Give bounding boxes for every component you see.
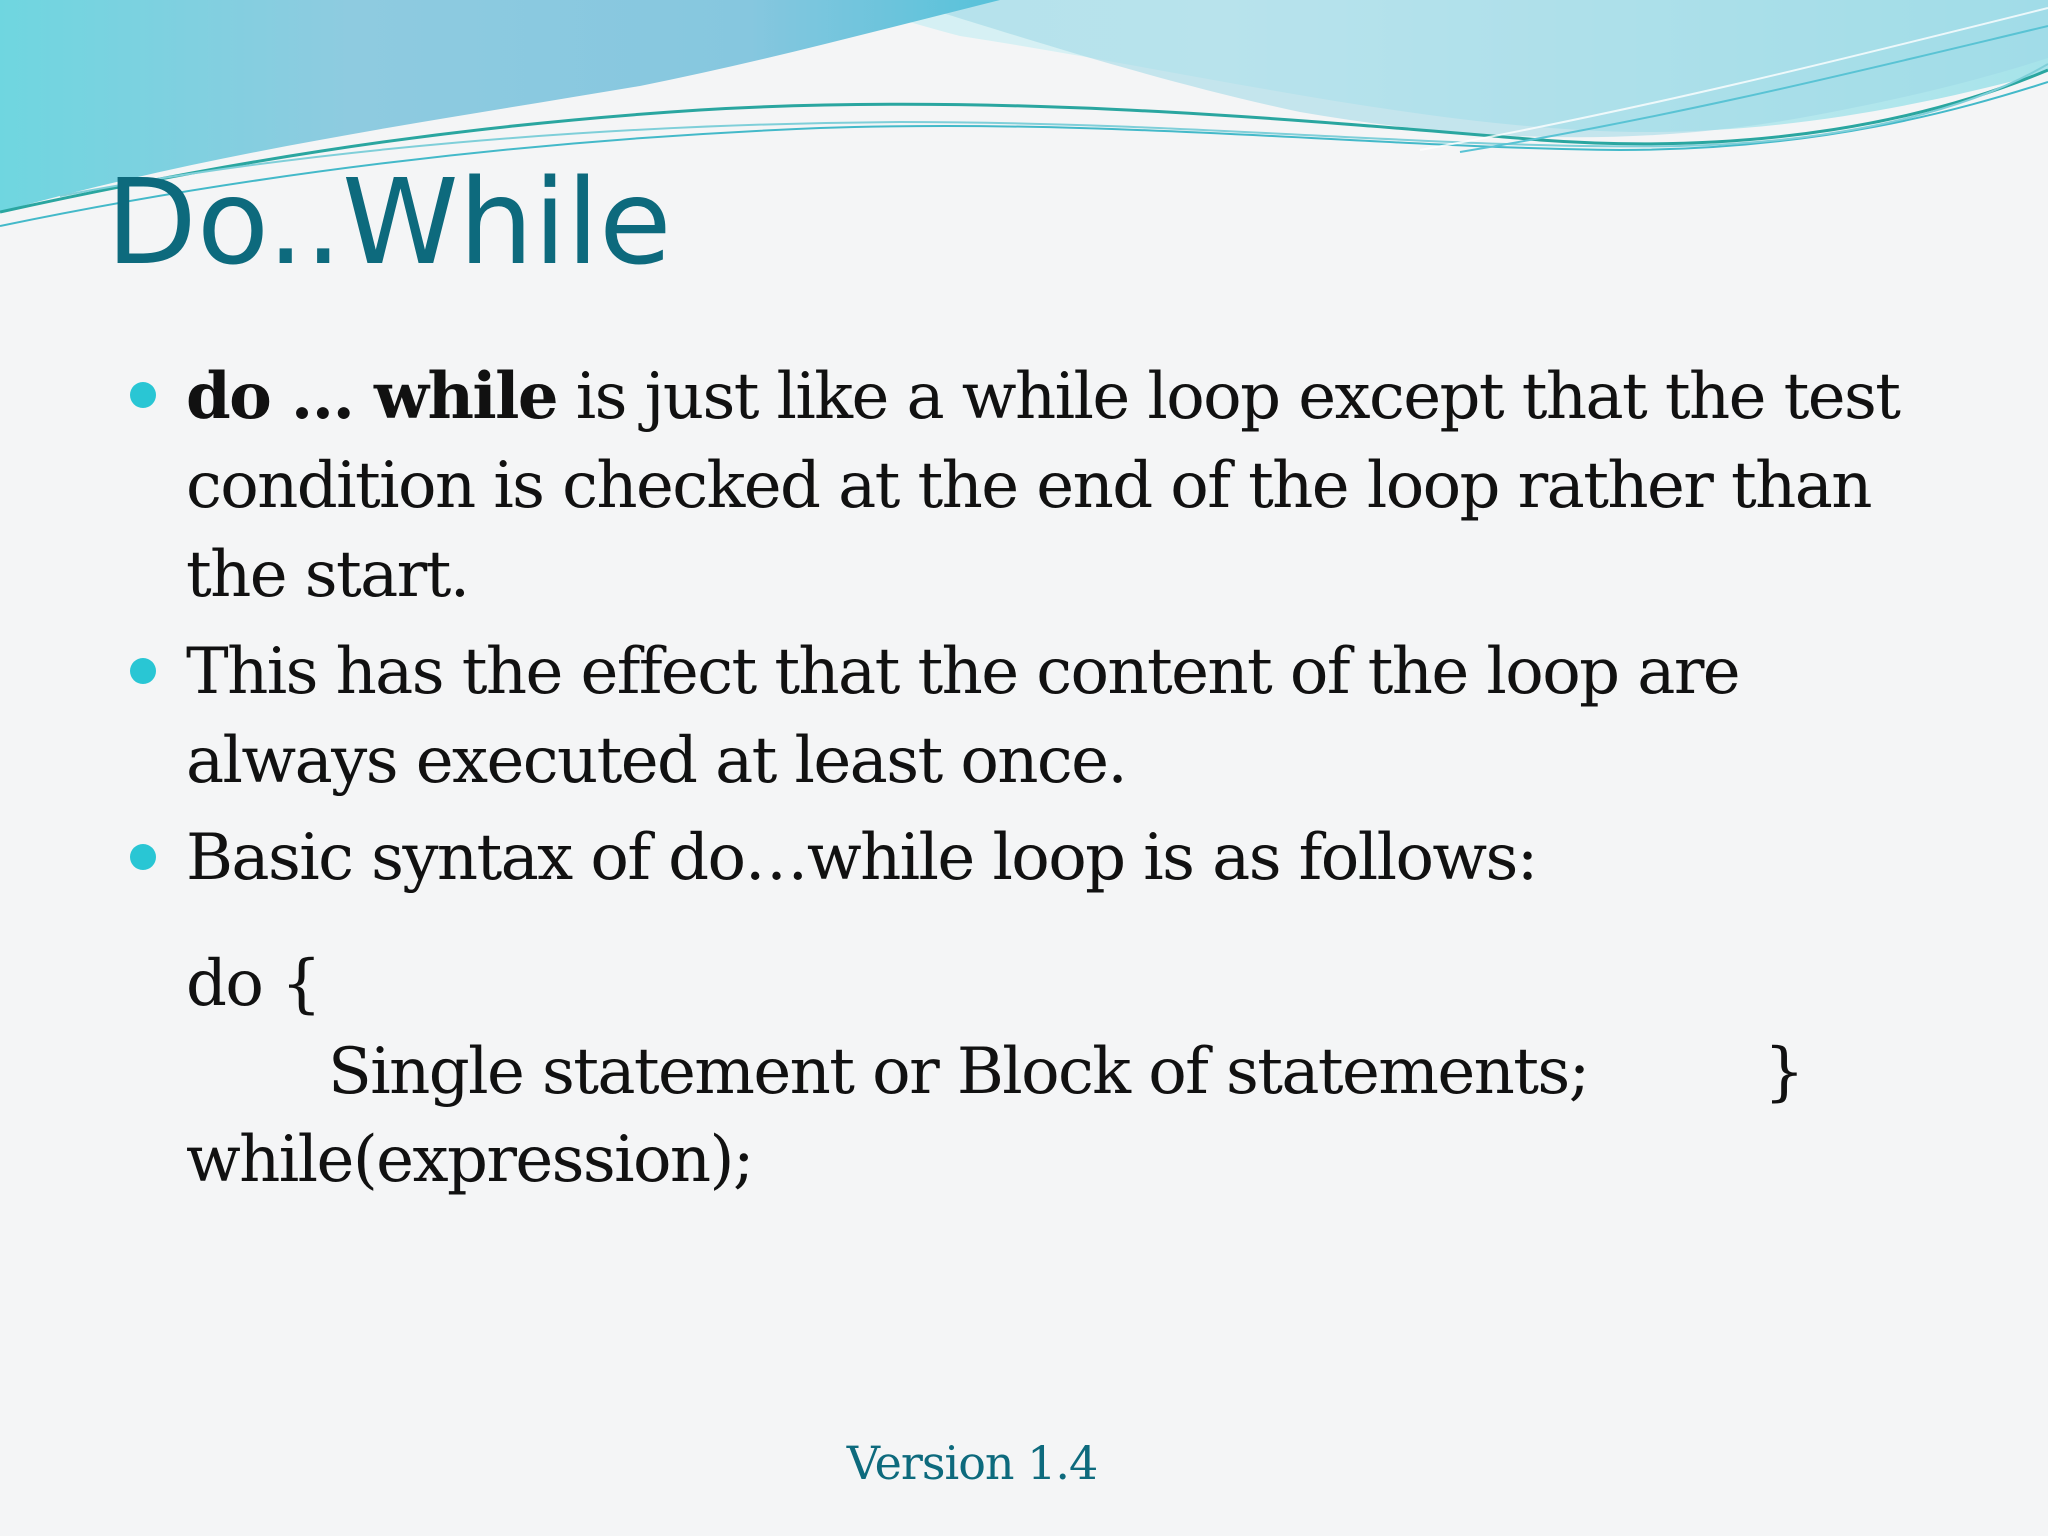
syntax-line-do: do {: [186, 947, 321, 1021]
slide-title: Do..While: [106, 153, 672, 291]
bullet-dot-icon: [130, 382, 156, 408]
bullet-text: is just like a while loop except that the test condition is checked at the end of the loop rather than the start.: [186, 360, 1900, 612]
syntax-closing-brace: }: [1764, 1035, 1804, 1109]
bullet-dot-icon: [130, 658, 156, 684]
bullet-bold-keyword: do … while: [186, 359, 557, 434]
syntax-line-body-row: [186, 1028, 1886, 1116]
bullet-item: [130, 628, 1930, 806]
syntax-line-body: Single statement or Block of statements;: [328, 1035, 1589, 1109]
footer-version: Version 1.4: [846, 1436, 1098, 1490]
bullet-item: [130, 352, 1930, 620]
syntax-block: [186, 940, 1886, 1204]
bullet-text: This has the effect that the content of the loop are always executed at least once.: [186, 635, 1740, 798]
bullet-text: Basic syntax of do…while loop is as follows:: [186, 821, 1537, 895]
bullet-dot-icon: [130, 844, 156, 870]
syntax-line-while: while(expression);: [186, 1123, 753, 1197]
bullet-item: [130, 814, 1930, 903]
bullet-list: [130, 352, 1930, 911]
